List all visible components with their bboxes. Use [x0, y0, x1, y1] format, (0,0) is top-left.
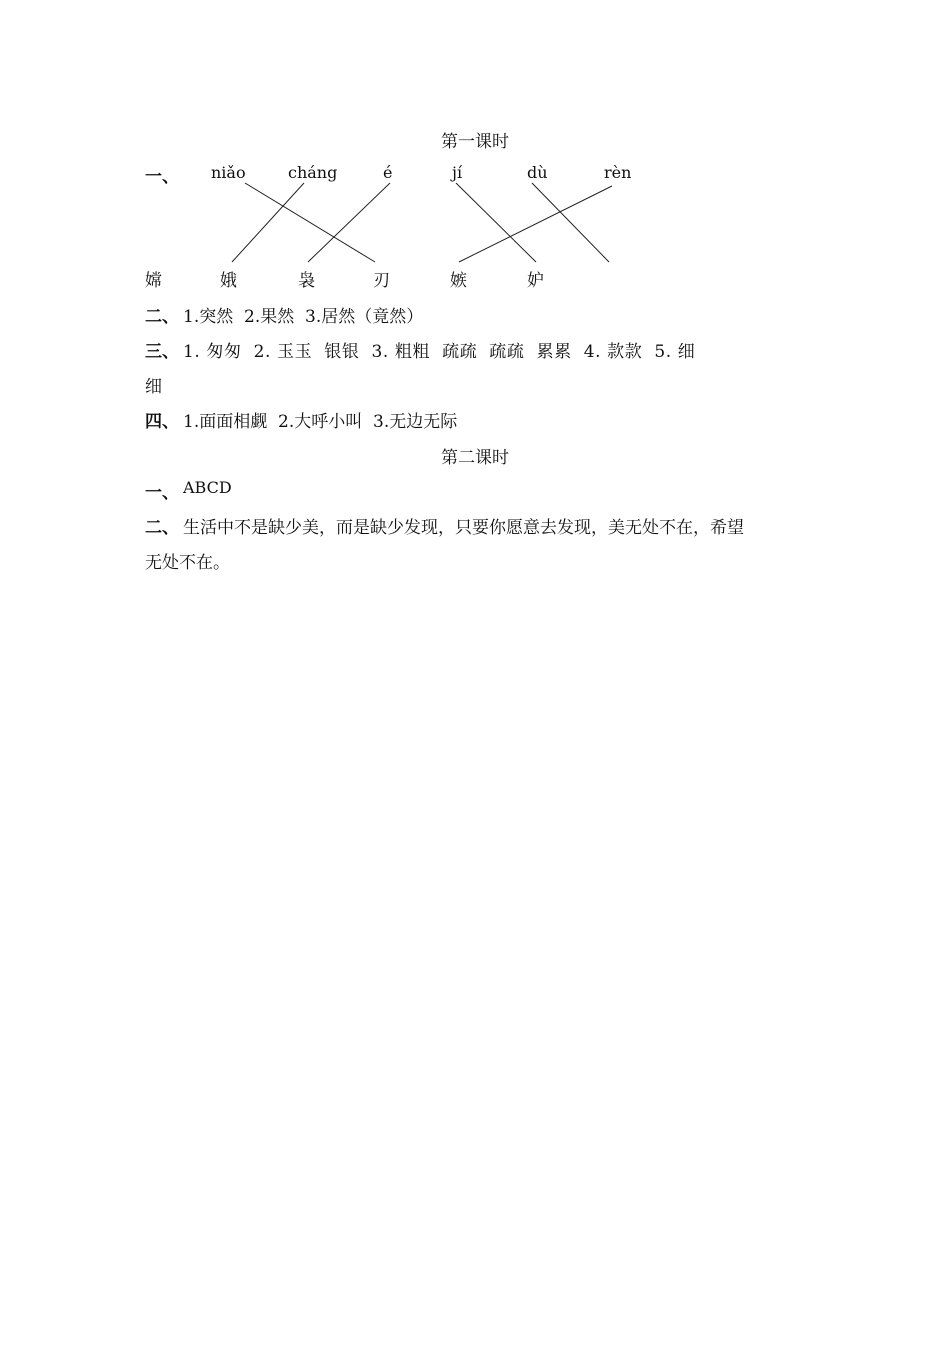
match-line-e-chang	[308, 183, 390, 262]
match-line-ji-ji	[456, 183, 536, 262]
char-du: 妒	[527, 271, 544, 291]
q3-answer-line2: 细	[145, 377, 162, 397]
pinyin-chang: cháng	[288, 163, 338, 182]
pinyin-ji: jí	[452, 163, 463, 182]
q2-answer: 1.突然 2.果然 3.居然（竟然）	[183, 307, 424, 327]
q3-answer-line1: 1. 匆匆 2. 玉玉 银银 3. 粗粗 疏疏 疏疏 累累 4. 款款 5. 细	[183, 342, 696, 362]
q2-label: 二、	[145, 307, 179, 327]
l2-q2-label: 二、	[145, 518, 179, 538]
char-e: 娥	[220, 271, 237, 291]
l2-q2-answer-line1: 生活中不是缺少美，而是缺少发现，只要你愿意去发现，美无处不在，希望	[183, 518, 744, 538]
pinyin-e: é	[383, 163, 393, 182]
char-chang: 嫦	[145, 271, 162, 291]
pinyin-niao: niǎo	[211, 163, 246, 182]
q1-label: 一、	[145, 167, 179, 187]
lesson1-title: 第一课时	[441, 132, 509, 152]
char-ren: 刃	[373, 271, 390, 291]
match-line-chang-e	[232, 183, 304, 262]
q4-answer: 1.面面相觑 2.大呼小叫 3.无边无际	[183, 412, 458, 432]
match-line-ren-ren	[459, 186, 612, 262]
match-line-niao-niao	[245, 183, 375, 262]
q3-label: 三、	[145, 342, 179, 362]
lesson2-title: 第二课时	[441, 448, 509, 468]
l2-q1-answer: ABCD	[183, 478, 232, 497]
l2-q1-label: 一、	[145, 483, 179, 503]
pinyin-ren: rèn	[604, 163, 632, 182]
q4-label: 四、	[145, 412, 179, 432]
match-line-du-du	[532, 183, 609, 262]
char-niao: 袅	[298, 271, 315, 291]
l2-q2-answer-line2: 无处不在。	[145, 553, 230, 573]
char-ji: 嫉	[450, 271, 467, 291]
pinyin-du: dù	[527, 163, 548, 182]
